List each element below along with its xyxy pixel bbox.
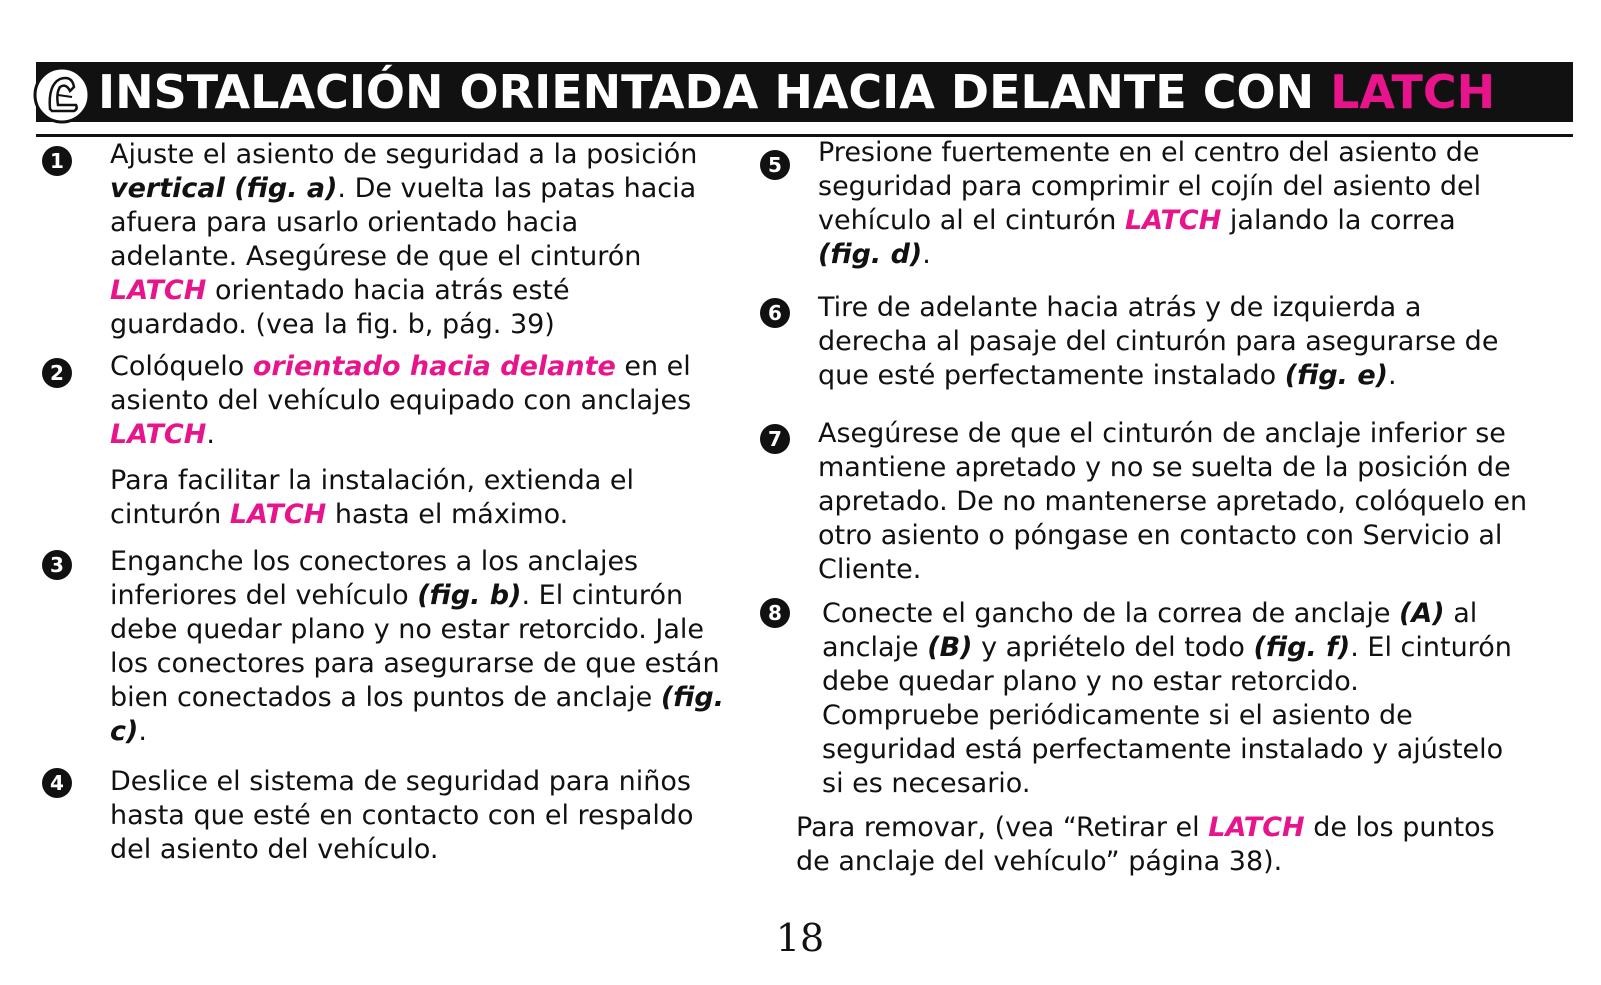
step-3-text	[110, 545, 730, 749]
step-number: 5	[760, 150, 790, 180]
step-1-text	[110, 138, 710, 342]
body-text: al anclaje	[822, 598, 1478, 663]
car-seat-icon	[32, 65, 92, 125]
emphasis-text: vertical (fig. a)	[110, 173, 338, 204]
body-text: de los puntos de anclaje del vehículo” página 38).	[796, 812, 1495, 877]
page-number: 18	[775, 916, 825, 960]
emphasis-text: (B)	[927, 632, 973, 663]
body-text: .	[1388, 360, 1397, 391]
page-title: INSTALACIÓN ORIENTADA HACIA DELANTE CON LATCH	[98, 65, 1496, 119]
step-4-text	[110, 765, 700, 867]
highlighted-term: LATCH	[1124, 205, 1222, 236]
body-text: Deslice el sistema de seguridad para niños hasta que esté en contacto con el respaldo del asiento del vehículo.	[110, 766, 694, 865]
emphasis-text: (fig. f)	[1253, 632, 1351, 663]
body-text: Para facilitar la instalación, extienda el cinturón	[110, 465, 634, 530]
body-text: Tire de adelante hacia atrás y de izquierda a derecha al pasaje del cinturón para asegurarse de que esté perfectamente instalado	[818, 292, 1499, 391]
step-8-text	[822, 597, 1512, 801]
footer-note	[796, 811, 1526, 879]
body-text: Asegúrese de que el cinturón de anclaje inferior se mantiene apretado y no se suelta de la posición de apretado. De no mantenerse apretado, colóquelo en otro asiento o póngase en contacto con Servicio al Cliente.	[818, 418, 1528, 585]
body-text: Colóquelo	[110, 351, 253, 382]
emphasis-text: (fig. e)	[1284, 360, 1388, 391]
step-5-text	[818, 136, 1518, 272]
highlighted-term: LATCH	[110, 419, 207, 450]
body-text: Ajuste el asiento de seguridad a la posición	[110, 139, 698, 170]
step-6-text	[818, 291, 1518, 393]
highlighted-term: LATCH	[110, 275, 207, 306]
step-number: 1	[42, 146, 72, 176]
body-text: Enganche los conectores a los anclajes inferiores del vehículo	[110, 546, 639, 611]
body-text: . De vuelta las patas hacia afuera para usarlo orientado hacia adelante. Asegúrese de que el cinturón	[110, 173, 697, 272]
body-text: hasta el máximo.	[326, 499, 569, 530]
body-text: .	[206, 419, 215, 450]
emphasis-text: (fig. d)	[818, 239, 923, 270]
step-7-text	[818, 417, 1538, 587]
body-text: orientado hacia atrás esté guardado. (vea la fig. b, pág. 39)	[110, 275, 570, 340]
step-2-text	[110, 350, 710, 452]
body-text: Presione fuertemente en el centro del asiento de seguridad para comprimir el cojín del asiento del vehículo al el cinturón	[818, 137, 1482, 236]
step-number: 3	[42, 550, 72, 580]
highlighted-term: orientado hacia delante	[252, 351, 616, 382]
step-number: 7	[760, 424, 790, 454]
body-text: y apriételo del todo	[972, 632, 1254, 663]
body-text: .	[138, 716, 147, 747]
step-number: 6	[760, 298, 790, 328]
body-text: . El cinturón debe quedar plano y no estar retorcido. Compruebe periódicamente si el asiento de seguridad está perfectamente instalado y ajústelo si es necesario.	[822, 632, 1512, 799]
body-text: Conecte el gancho de la correa de anclaje	[822, 598, 1400, 629]
body-text: en el asiento del vehículo equipado con anclajes	[110, 351, 692, 416]
highlighted-term: LATCH	[229, 499, 327, 530]
body-text: . El cinturón debe quedar plano y no estar retorcido. Jale los conectores para asegurarse de que están bien conectados a los puntos de anclaje	[110, 580, 720, 713]
emphasis-text: (fig. c)	[110, 682, 724, 747]
step-number: 2	[42, 358, 72, 388]
step-number: 8	[760, 598, 790, 628]
highlighted-term: LATCH	[1208, 812, 1305, 843]
step-2-extra-text	[110, 464, 670, 532]
emphasis-text: (fig. b)	[417, 580, 522, 611]
body-text: .	[922, 239, 931, 270]
body-text: jalando la correa	[1221, 205, 1456, 236]
emphasis-text: (A)	[1399, 598, 1445, 629]
step-number: 4	[42, 768, 72, 798]
body-text: Para removar, (vea “Retirar el	[796, 812, 1209, 843]
